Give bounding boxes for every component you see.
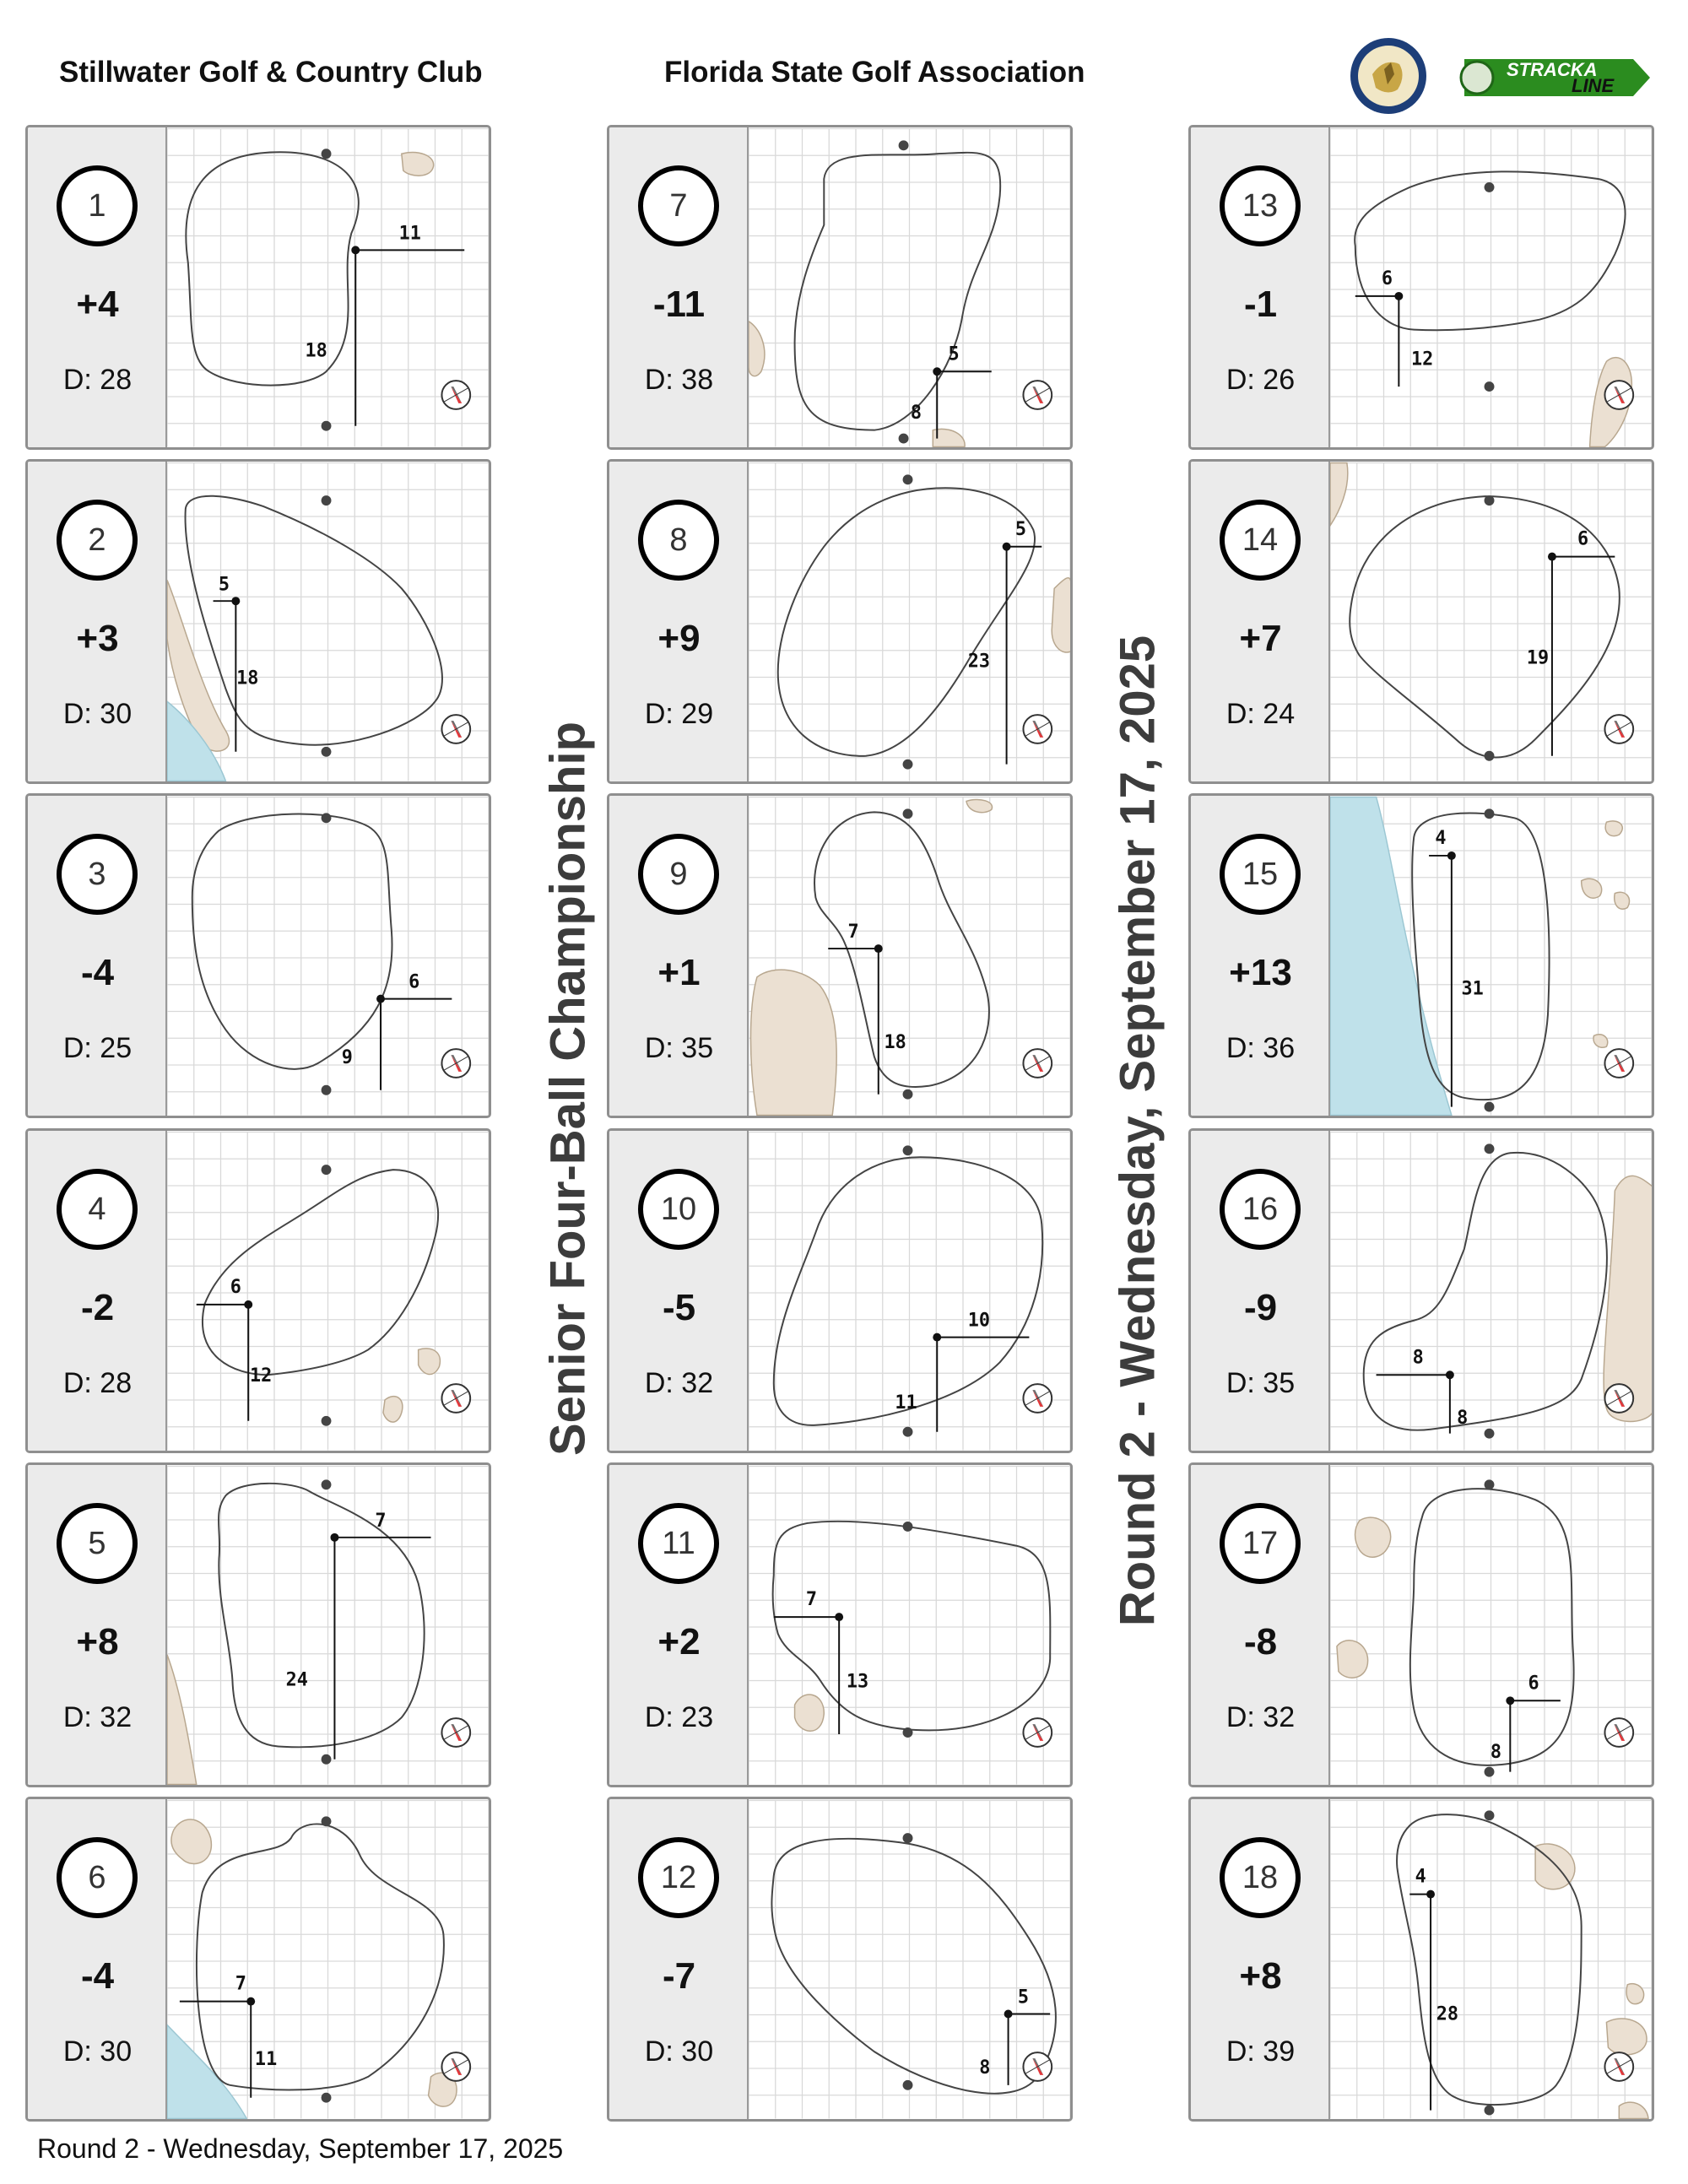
hole-sidebar (609, 796, 749, 1116)
compass-icon (441, 2052, 470, 2081)
green-map (1330, 462, 1653, 782)
hole-number-badge: 16 (1220, 1169, 1301, 1250)
green-map (749, 127, 1071, 448)
pin-side-distance: 11 (398, 223, 421, 245)
pin-depth-distance: 9 (341, 1047, 353, 1069)
pin-side-distance: 6 (1381, 268, 1393, 290)
page-title: Senior Four-Ball Championship (540, 721, 596, 1457)
compass-icon (1604, 381, 1633, 409)
pin-depth-distance: 11 (895, 1392, 917, 1414)
green-map (1330, 1799, 1653, 2120)
hole-sidebar (1191, 1465, 1330, 1785)
hole-number-badge: 5 (57, 1503, 138, 1584)
hole-card (1188, 1797, 1654, 2122)
hole-sidebar (1191, 127, 1330, 447)
pin-dot-icon (1485, 1479, 1495, 1489)
association-name: Florida State Golf Association (664, 56, 1085, 89)
hole-score: -4 (80, 1955, 115, 1997)
bunker (383, 1397, 403, 1422)
compass-icon (1604, 715, 1633, 743)
pin-dot-icon (903, 760, 913, 770)
green-map (167, 1131, 490, 1451)
green-depth: D: 26 (1225, 364, 1296, 396)
pin-depth-distance: 18 (236, 668, 259, 689)
pin-dot-icon (903, 1833, 913, 1843)
pin-side-distance: 6 (1577, 528, 1589, 550)
hole-score: +13 (1229, 952, 1292, 993)
hole-score: -8 (1243, 1621, 1278, 1662)
pin-dot-icon (1485, 1767, 1495, 1777)
hole-sidebar (1191, 1131, 1330, 1451)
pin-dot-icon (1485, 1810, 1495, 1820)
hole-card (607, 793, 1073, 1118)
green-map (167, 462, 490, 782)
hole-number-badge: 1 (57, 165, 138, 246)
compass-icon (1023, 1384, 1052, 1413)
hole-score: -5 (662, 1287, 696, 1328)
pin-side-distance: 7 (375, 1510, 387, 1532)
hole-card (25, 1128, 491, 1453)
logos (1350, 35, 1654, 120)
pin-dot-icon (322, 149, 332, 159)
pin-location (1426, 1890, 1435, 1899)
hole-sidebar (28, 796, 167, 1116)
pin-depth-distance: 8 (979, 2057, 991, 2079)
hole-sidebar (28, 462, 167, 781)
pin-dot-icon (1485, 751, 1495, 761)
pin-depth-distance: 12 (249, 1365, 273, 1387)
pin-dot-icon (322, 1165, 332, 1175)
hole-score: +9 (657, 618, 701, 659)
green-map (749, 1465, 1071, 1786)
pin-location (246, 1997, 255, 2006)
green-depth: D: 36 (1225, 1032, 1296, 1064)
pin-dot-icon (1485, 182, 1495, 192)
pin-depth-distance: 8 (1490, 1741, 1502, 1763)
hole-card (1188, 793, 1654, 1118)
green-depth: D: 32 (1225, 1701, 1296, 1733)
compass-icon (441, 1384, 470, 1413)
green-map (167, 1799, 490, 2120)
pin-location (835, 1613, 843, 1621)
pin-side-distance: 6 (408, 971, 420, 993)
green-depth: D: 25 (62, 1032, 133, 1064)
hole-number-badge: 11 (638, 1503, 719, 1584)
hole-number-badge: 2 (57, 500, 138, 581)
pin-side-distance: 10 (967, 1310, 990, 1332)
green-depth: D: 23 (644, 1701, 714, 1733)
bunker (419, 1349, 441, 1375)
green-map (749, 1131, 1071, 1451)
pin-dot-icon (322, 813, 332, 823)
hole-card (607, 1797, 1073, 2122)
hole-number-badge: 13 (1220, 165, 1301, 246)
hole-sidebar (609, 1465, 749, 1785)
pin-dot-icon (1485, 808, 1495, 819)
pin-location (933, 367, 941, 376)
pin-location (1004, 2010, 1013, 2019)
hole-card (1188, 459, 1654, 784)
compass-icon (441, 1718, 470, 1747)
compass-icon (1023, 1049, 1052, 1078)
svg-text:LINE: LINE (1572, 75, 1615, 96)
bunker (1615, 892, 1630, 909)
pin-dot-icon (322, 1754, 332, 1765)
pin-dot-icon (322, 1816, 332, 1826)
green-map (1330, 127, 1653, 448)
round-subtitle: Round 2 - Wednesday, September 17, 2025 (1110, 635, 1166, 1627)
hole-number-badge: 9 (638, 834, 719, 915)
hole-card (25, 125, 491, 450)
hole-score: -7 (662, 1955, 696, 1997)
hole-sidebar (1191, 462, 1330, 781)
bunker (1605, 821, 1622, 836)
hole-sidebar (28, 127, 167, 447)
green-map (749, 462, 1071, 782)
green-map (167, 796, 490, 1116)
hole-sidebar (609, 1799, 749, 2119)
bunker (1052, 578, 1071, 652)
pin-location (231, 597, 240, 605)
hole-sidebar (28, 1131, 167, 1451)
compass-icon (1604, 2052, 1633, 2081)
pin-location (351, 246, 360, 254)
pin-depth-distance: 19 (1526, 647, 1550, 669)
pin-side-distance: 7 (805, 1589, 817, 1611)
pin-depth-distance: 12 (1411, 349, 1434, 370)
footer-date: Round 2 - Wednesday, September 17, 2025 (37, 2133, 564, 2164)
pin-dot-icon (322, 495, 332, 505)
hole-score: -2 (80, 1287, 115, 1328)
hole-number-badge: 7 (638, 165, 719, 246)
pin-depth-distance: 8 (910, 402, 922, 424)
hole-score: +8 (1239, 1955, 1282, 1997)
hole-number-badge: 8 (638, 500, 719, 581)
hole-sidebar (1191, 1799, 1330, 2119)
hole-score: +8 (76, 1621, 119, 1662)
hole-card (25, 459, 491, 784)
pin-depth-distance: 13 (846, 1671, 869, 1693)
green-map (749, 1799, 1071, 2120)
pin-dot-icon (322, 1085, 332, 1095)
pin-location (874, 944, 883, 953)
compass-icon (1604, 1049, 1633, 1078)
pin-side-distance: 5 (948, 343, 960, 365)
hole-card (607, 459, 1073, 784)
green-map (167, 1465, 490, 1786)
hole-score: -4 (80, 952, 115, 993)
compass-icon (1604, 1384, 1633, 1413)
bunker (795, 1695, 825, 1731)
hole-sidebar (1191, 796, 1330, 1116)
pin-depth-distance: 18 (884, 1032, 906, 1054)
green-depth: D: 35 (644, 1032, 714, 1064)
hole-sidebar (609, 127, 749, 447)
hole-card (1188, 1462, 1654, 1787)
pin-dot-icon (322, 1416, 332, 1426)
pin-dot-icon (322, 421, 332, 431)
svg-text:STRACKA: STRACKA (1507, 59, 1598, 80)
hole-score: +3 (76, 618, 119, 659)
pin-location (244, 1300, 252, 1309)
hole-card (1188, 125, 1654, 450)
club-name: Stillwater Golf & Country Club (59, 56, 483, 89)
green-depth: D: 24 (1225, 698, 1296, 730)
compass-icon (441, 381, 470, 409)
pin-side-distance: 4 (1415, 1866, 1426, 1888)
pin-side-distance: 5 (1014, 518, 1027, 540)
pin-dot-icon (903, 474, 913, 484)
hole-score: +1 (657, 952, 701, 993)
pin-location (1394, 292, 1403, 300)
pin-dot-icon (1485, 1429, 1495, 1439)
green-depth: D: 30 (644, 2035, 714, 2068)
green-map (749, 796, 1071, 1116)
compass-icon (1023, 381, 1052, 409)
green-depth: D: 30 (62, 698, 133, 730)
pin-dot-icon (322, 747, 332, 757)
hole-number-badge: 18 (1220, 1837, 1301, 1918)
hole-number-badge: 4 (57, 1169, 138, 1250)
hole-card (607, 1462, 1073, 1787)
pin-dot-icon (1485, 2106, 1495, 2116)
pin-dot-icon (903, 808, 913, 819)
pin-depth-distance: 18 (305, 340, 327, 362)
pin-dot-icon (322, 1479, 332, 1489)
hole-score: -11 (652, 284, 706, 325)
green-map (1330, 1131, 1653, 1451)
pin-side-distance: 8 (1412, 1347, 1424, 1369)
hole-number-badge: 17 (1220, 1503, 1301, 1584)
compass-icon (1023, 715, 1052, 743)
green-depth: D: 32 (644, 1367, 714, 1399)
hole-card (25, 1462, 491, 1787)
green-map (167, 127, 490, 448)
green-depth: D: 30 (62, 2035, 133, 2068)
pin-side-distance: 5 (1017, 1987, 1030, 2008)
pin-location (376, 995, 385, 1003)
green-depth: D: 32 (62, 1701, 133, 1733)
pin-side-distance: 4 (1435, 828, 1447, 850)
pin-side-distance: 7 (847, 922, 859, 943)
pin-dot-icon (903, 1145, 913, 1155)
hole-score: -9 (1243, 1287, 1278, 1328)
pin-dot-icon (903, 2080, 913, 2090)
hole-card (25, 793, 491, 1118)
pin-dot-icon (903, 1522, 913, 1532)
bunker (1355, 1517, 1391, 1557)
compass-icon (441, 715, 470, 743)
pin-dot-icon (322, 2093, 332, 2103)
green-depth: D: 28 (62, 1367, 133, 1399)
pin-location (1003, 543, 1011, 551)
green-depth: D: 29 (644, 698, 714, 730)
compass-icon (1604, 1718, 1633, 1747)
hole-number-badge: 10 (638, 1169, 719, 1250)
pin-depth-distance: 11 (254, 2049, 278, 2071)
stracka-line-logo (1461, 59, 1650, 96)
green-depth: D: 39 (1225, 2035, 1296, 2068)
hole-score: -1 (1243, 284, 1278, 325)
hole-sidebar (609, 1131, 749, 1451)
bunker (750, 970, 836, 1115)
hole-card (1188, 1128, 1654, 1453)
pin-location (330, 1533, 338, 1542)
hole-number-badge: 6 (57, 1837, 138, 1918)
pin-dot-icon (899, 434, 909, 444)
pin-dot-icon (903, 1089, 913, 1100)
pin-location (933, 1333, 941, 1342)
pin-dot-icon (1485, 1143, 1495, 1154)
hole-score: +7 (1239, 618, 1282, 659)
hole-score: +4 (76, 284, 119, 325)
hole-card (607, 1128, 1073, 1453)
compass-icon (1023, 2052, 1052, 2081)
pin-location (1506, 1696, 1514, 1705)
hole-card (607, 125, 1073, 450)
hole-card (25, 1797, 491, 2122)
hole-score: +2 (657, 1621, 701, 1662)
compass-icon (1023, 1718, 1052, 1747)
pin-depth-distance: 28 (1436, 2003, 1459, 2025)
hole-number-badge: 15 (1220, 834, 1301, 915)
hole-sidebar (28, 1465, 167, 1785)
hole-sidebar (609, 462, 749, 781)
pin-dot-icon (1485, 381, 1495, 392)
pin-dot-icon (1485, 1102, 1495, 1112)
pin-location (1446, 1370, 1454, 1379)
green-depth: D: 38 (644, 364, 714, 396)
fsga-logo (1350, 38, 1426, 114)
pin-depth-distance: 8 (1457, 1407, 1469, 1429)
pin-side-distance: 6 (1528, 1673, 1539, 1695)
pin-depth-distance: 23 (967, 651, 990, 673)
green-depth: D: 35 (1225, 1367, 1296, 1399)
hole-number-badge: 14 (1220, 500, 1301, 581)
pin-depth-distance: 31 (1461, 978, 1484, 1000)
hole-number-badge: 3 (57, 834, 138, 915)
bunker (402, 153, 434, 176)
compass-icon (441, 1049, 470, 1078)
hole-number-badge: 12 (638, 1837, 719, 1918)
pin-location (1548, 553, 1556, 561)
pin-side-distance: 5 (218, 574, 230, 596)
pin-dot-icon (1485, 495, 1495, 505)
pin-dot-icon (903, 1727, 913, 1738)
pin-dot-icon (899, 140, 909, 150)
pin-side-distance: 7 (235, 1973, 246, 1995)
pin-depth-distance: 24 (285, 1669, 308, 1691)
pin-dot-icon (903, 1427, 913, 1437)
pin-side-distance: 6 (230, 1276, 241, 1298)
pin-location (1447, 851, 1456, 860)
hole-sidebar (28, 1799, 167, 2119)
green-depth: D: 28 (62, 364, 133, 396)
green-map (1330, 796, 1653, 1116)
green-map (1330, 1465, 1653, 1786)
